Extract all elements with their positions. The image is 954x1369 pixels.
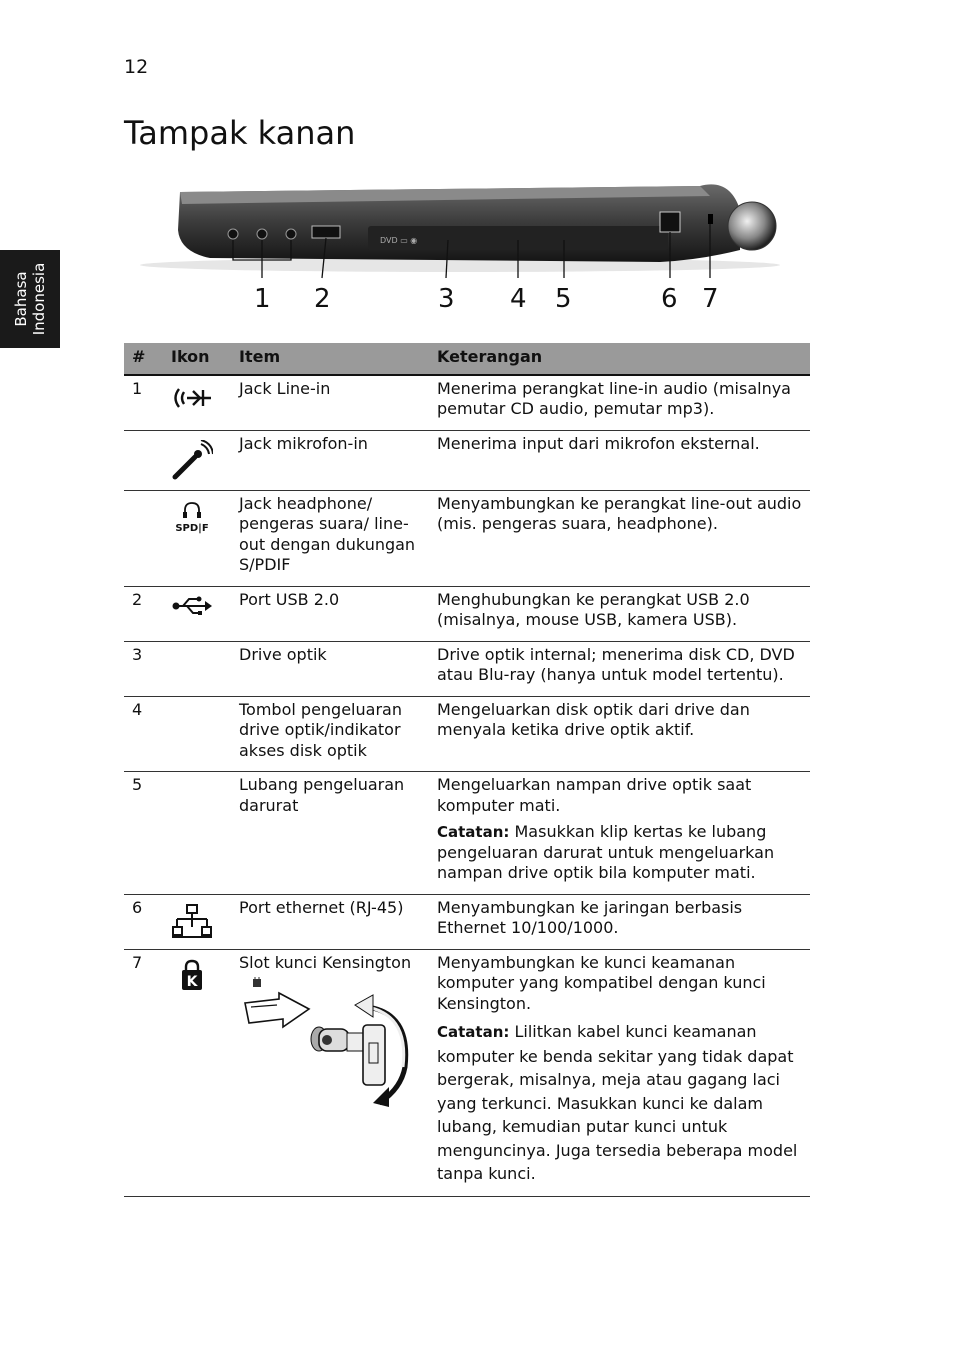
jack-3 (286, 229, 296, 239)
jack-2 (257, 229, 267, 239)
row-item: Jack headphone/ pengeras suara/ line-out dengan dukungan S/PDIF (233, 490, 431, 586)
jack-1 (228, 229, 238, 239)
row-num: 5 (124, 772, 165, 895)
header-item: Item (233, 343, 431, 375)
hinge (728, 202, 776, 250)
kensington-slot (708, 214, 713, 224)
row-icon-empty (165, 772, 233, 895)
spdif-label: SPD|F (175, 522, 209, 534)
table-row (124, 894, 810, 949)
header-icon: Ikon (165, 343, 233, 375)
page-title: Tampak kanan (124, 114, 356, 152)
callout-5: 5 (555, 284, 572, 314)
row-note (437, 1020, 804, 1186)
row-num: 7 (124, 949, 165, 1196)
ports-table (124, 343, 810, 1197)
usb-icon (171, 596, 213, 616)
row-item: Lubang pengeluaran darurat (233, 772, 431, 895)
row-item: Slot kunci Kensington (239, 952, 412, 972)
row-description: Drive optik internal; menerima disk CD, DVD atau Blu-ray (hanya untuk model tertentu). (431, 641, 810, 696)
line-in-icon (171, 385, 213, 411)
table-header-row (124, 343, 810, 375)
callout-7: 7 (702, 284, 719, 314)
header-description: Keterangan (431, 343, 810, 375)
row-description: Menyambungkan ke jaringan berbasis Ethernet 10/100/1000. (431, 894, 810, 949)
table-row (124, 430, 810, 490)
row-description: Mengeluarkan nampan drive optik saat komputer mati. (437, 775, 752, 815)
row-description: Menerima input dari mikrofon eksternal. (431, 430, 810, 490)
ethernet-icon (171, 904, 213, 938)
ethernet-port (660, 212, 680, 232)
table-row (124, 772, 810, 895)
row-item: Jack mikrofon-in (233, 430, 431, 490)
row-description: Menghubungkan ke perangkat USB 2.0 (misalnya, mouse USB, kamera USB). (431, 586, 810, 641)
row-num (124, 430, 165, 490)
row-item: Port ethernet (RJ-45) (233, 894, 431, 949)
table-row (124, 586, 810, 641)
row-item: Drive optik (233, 641, 431, 696)
row-item: Port USB 2.0 (233, 586, 431, 641)
kensington-lock-icon (171, 959, 213, 991)
row-description: Menerima perangkat line-in audio (misalnya pemutar CD audio, pemutar mp3). (437, 378, 791, 418)
headphone-spdif-icon (171, 500, 213, 534)
row-description: Menyambungkan ke kunci keamanan komputer yang kompatibel dengan kunci Kensington. (437, 952, 766, 1013)
row-note (437, 822, 804, 884)
row-num: 6 (124, 894, 165, 949)
callout-4: 4 (510, 284, 527, 314)
callout-2: 2 (314, 284, 331, 314)
row-item: Jack Line-in (239, 378, 331, 398)
kensington-letter: K (186, 973, 198, 990)
note-label: Catatan: (437, 823, 510, 841)
kensington-lock-illustration (239, 977, 414, 1107)
row-num: 4 (124, 696, 165, 772)
header-num: # (124, 343, 165, 375)
row-num: 2 (124, 586, 165, 641)
page-number: 12 (124, 56, 149, 78)
row-num: 1 (132, 378, 143, 398)
side-tab-line-1: Bahasa (12, 271, 30, 327)
note-label: Catatan: (437, 1023, 510, 1041)
row-description: Menyambungkan ke perangkat line-out audio (mis. pengeras suara, headphone). (431, 490, 810, 586)
callout-1: 1 (254, 284, 271, 314)
row-description: Mengeluarkan disk optik dari drive dan menyala ketika drive optik aktif. (431, 696, 810, 772)
note-text: Masukkan klip kertas ke lubang pengeluaran darurat untuk mengeluarkan nampan drive optik bila komputer mati. (437, 822, 775, 882)
side-tab-line-2: Indonesia (30, 262, 48, 336)
table-row (124, 949, 810, 1196)
note-text: Lilitkan kabel kunci keamanan komputer ke benda sekitar yang tidak dapat bergerak, misalnya, meja atau gagang laci yang terkunci. Masukkan kunci ke dalam lubang, kemudian putar kunci untuk menguncinya. Juga tersedia beberapa model tanpa kunci. (437, 1022, 798, 1183)
laptop-right-side-illustration (140, 170, 800, 320)
row-num (124, 490, 165, 586)
row-num: 3 (124, 641, 165, 696)
table-row (124, 696, 810, 772)
row-icon-empty (165, 641, 233, 696)
drive-logos: DVD ▭ ◉ (380, 236, 418, 245)
table-row (124, 375, 810, 431)
callout-6: 6 (661, 284, 678, 314)
language-side-tab (0, 250, 60, 348)
callout-3: 3 (438, 284, 455, 314)
usb-port (312, 226, 340, 238)
row-item: Tombol pengeluaran drive optik/indikator akses disk optik (233, 696, 431, 772)
laptop-right-side-figure (140, 170, 800, 320)
table-row (124, 490, 810, 586)
table-row (124, 641, 810, 696)
row-icon-empty (165, 696, 233, 772)
microphone-icon (171, 440, 213, 480)
